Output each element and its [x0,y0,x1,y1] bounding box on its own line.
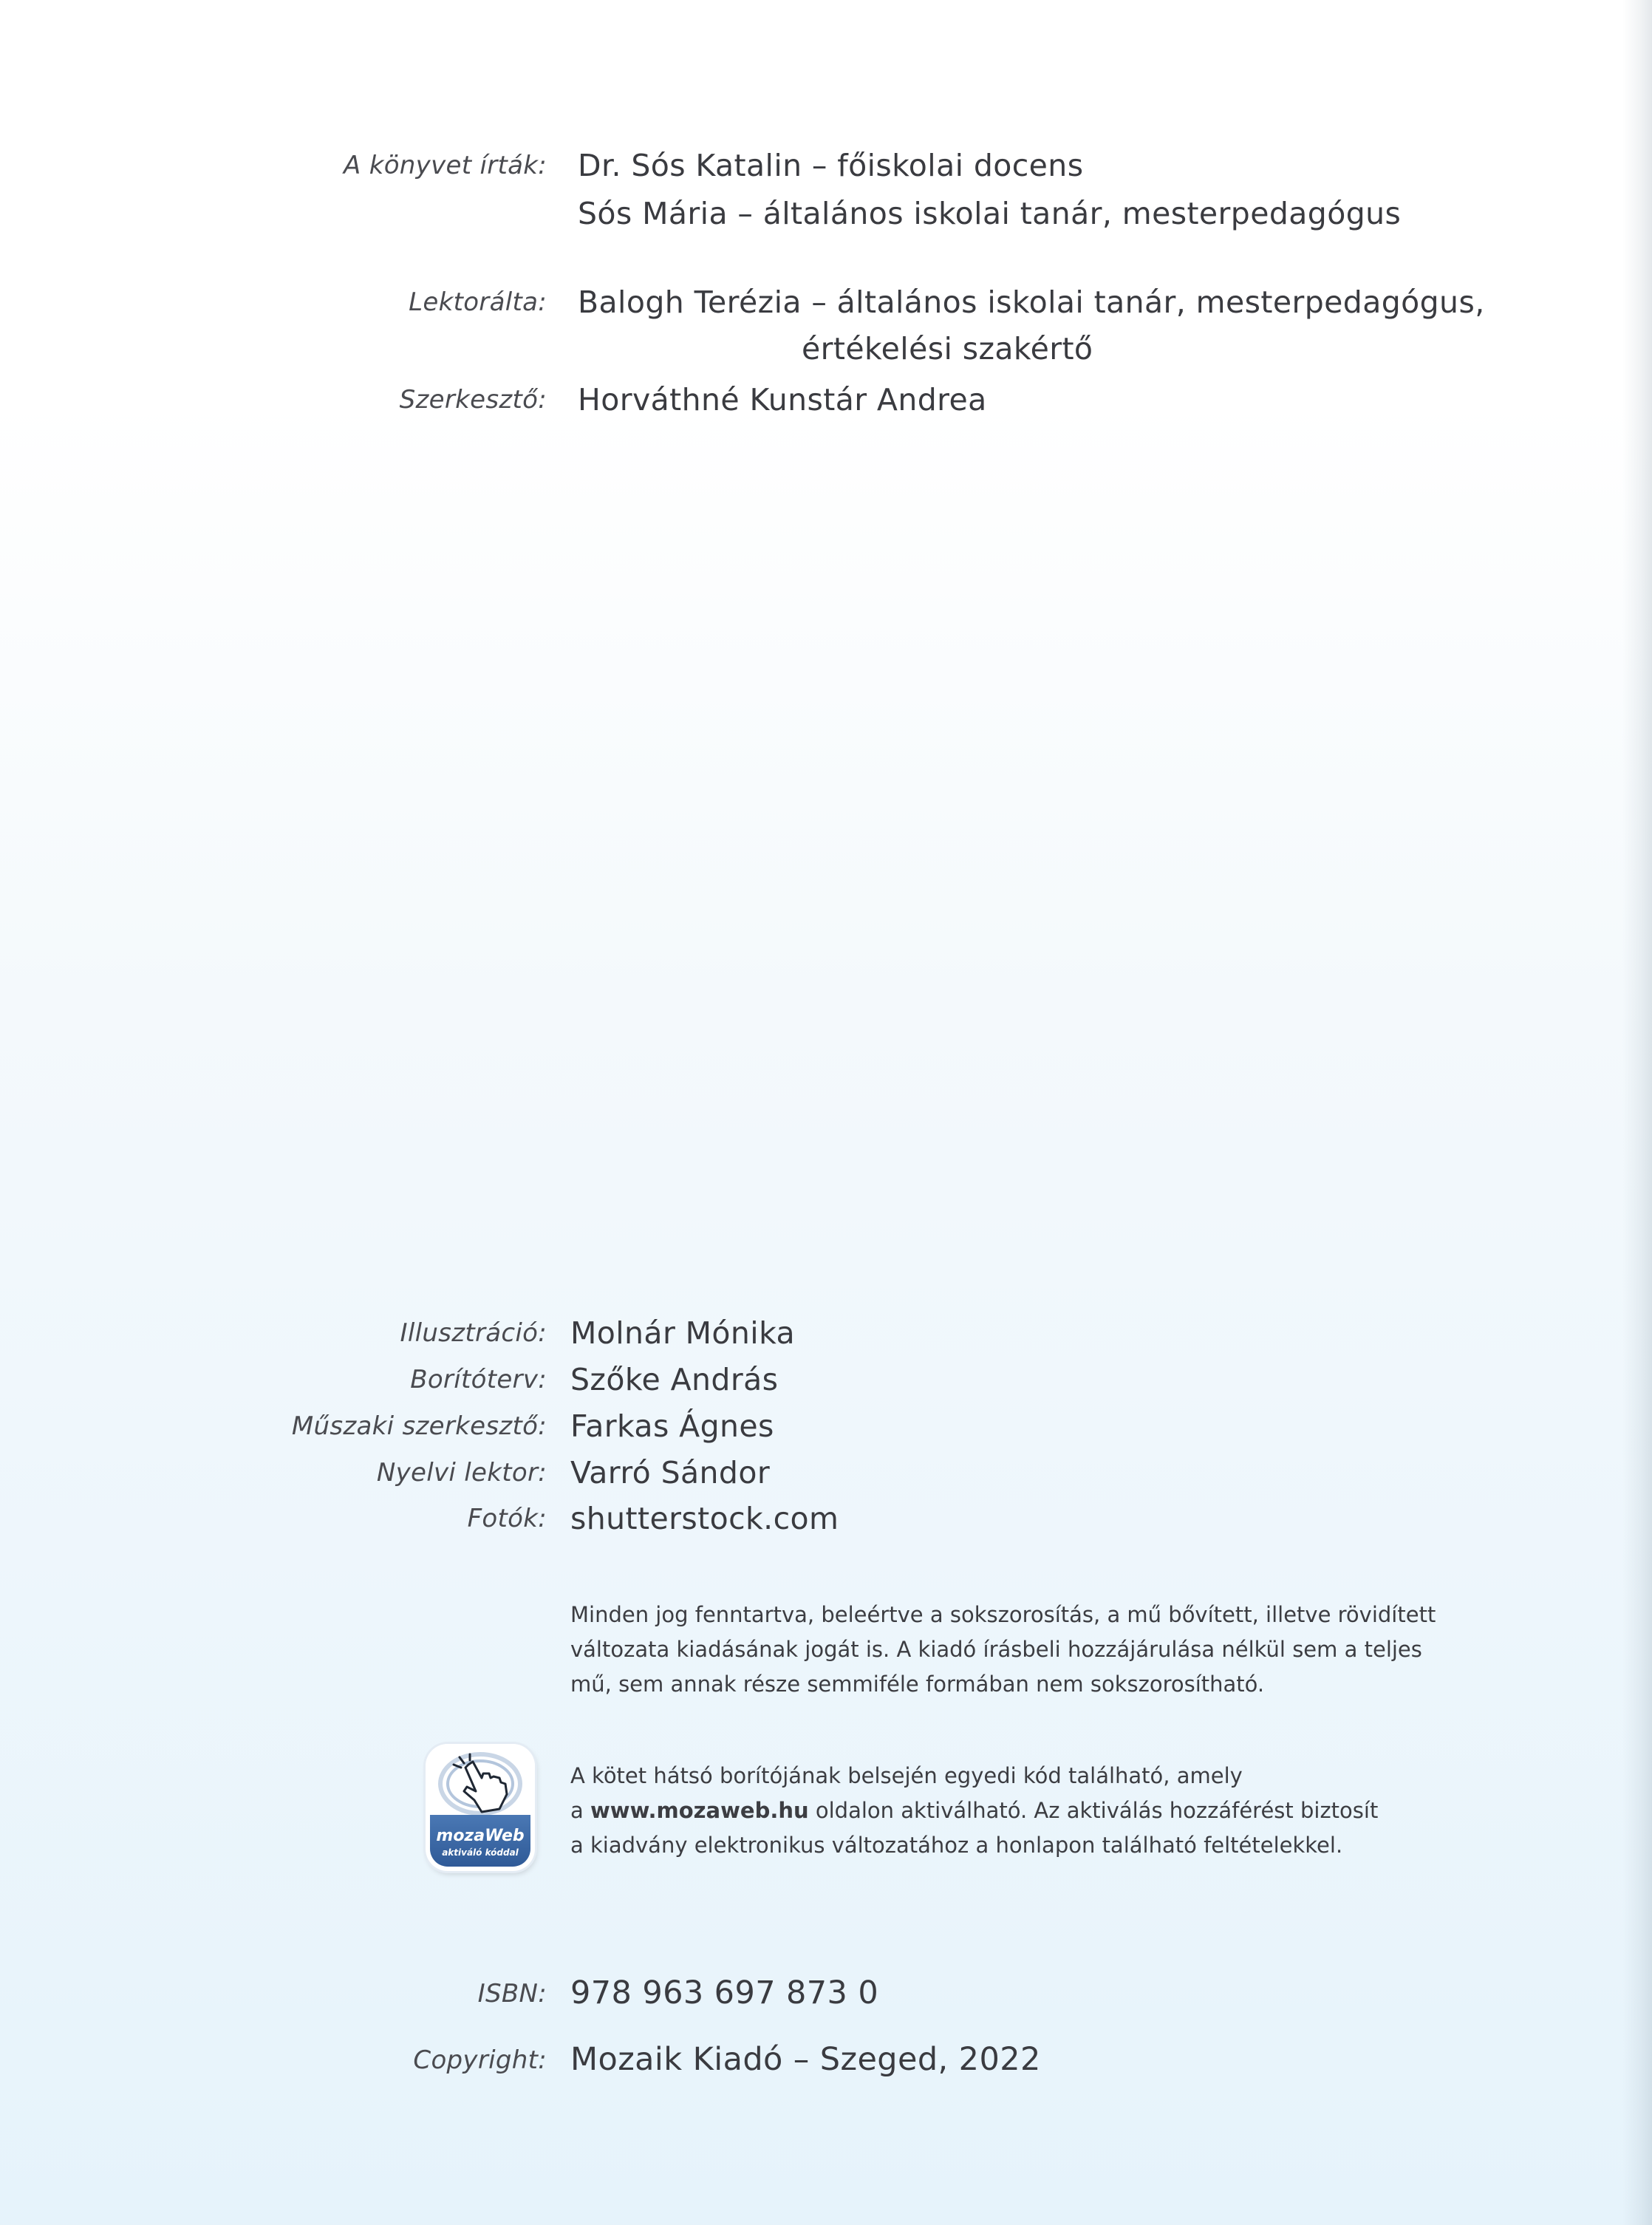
credit-value: Sós Mária – általános iskolai tanár, mesterpedagógus [578,196,1402,231]
credit-value: Dr. Sós Katalin – főiskolai docens [578,148,1084,183]
mozaweb-badge [426,1744,535,1871]
credit-label: Nyelvi lektor: [376,1458,547,1488]
isbn-label: ISBN: [477,1979,547,2008]
credit-label: Illusztráció: [400,1318,547,1348]
badge-subtitle: aktiváló kóddal [442,1847,519,1858]
credit-value: Varró Sándor [570,1455,771,1490]
credit-value: Szőke András [570,1362,779,1397]
mozaweb-notice [570,1759,1464,1863]
copyright-value: Mozaik Kiadó – Szeged, 2022 [570,2041,1041,2078]
credit-label: Szerkesztő: [399,385,547,415]
badge-title: mozaWeb [436,1827,525,1845]
page-spine-shadow [1622,0,1652,2225]
credit-value: értékelési szakértő [802,331,1093,367]
mozaweb-link[interactable]: www.mozaweb.hu [590,1798,809,1823]
mozaweb-notice-line: A kötet hátsó borítójának belsején egyedi kód található, amely [570,1763,1243,1788]
credit-value: Farkas Ágnes [570,1408,774,1444]
credit-value: shutterstock.com [570,1501,839,1536]
notice-prefix: a [570,1798,590,1823]
hand-pointer-icon [436,1748,525,1819]
rights-notice-line: Minden jog fenntartva, beleértve a sokszorosítás, a mű bővített, illetve rövidített [570,1602,1436,1627]
notice-suffix: oldalon aktiválható. Az aktiválás hozzáférést biztosít [808,1798,1379,1823]
credit-label: Lektorálta: [409,287,547,317]
isbn-value: 978 963 697 873 0 [570,1974,879,2011]
credit-value: Balogh Terézia – általános iskolai tanár, mesterpedagógus, [578,284,1485,320]
credit-label: Borítóterv: [410,1365,547,1394]
credit-label: Műszaki szerkesztő: [291,1411,547,1441]
badge-icon-area [426,1744,535,1821]
copyright-label: Copyright: [413,2045,547,2075]
credit-label: A könyvet írták: [344,151,547,180]
mozaweb-notice-line: a kiadvány elektronikus változatához a honlapon található feltételekkel. [570,1833,1343,1858]
rights-notice-line: mű, sem annak része semmiféle formában nem sokszorosítható. [570,1672,1265,1697]
badge-label-area [430,1815,530,1867]
mozaweb-notice-line [570,1793,1464,1828]
credit-value: Molnár Mónika [570,1315,796,1351]
credit-label: Fotók: [467,1504,547,1533]
rights-notice-line: változata kiadásának jogát is. A kiadó írásbeli hozzájárulása nélkül sem a teljes [570,1637,1422,1662]
credit-value: Horváthné Kunstár Andrea [578,382,987,418]
rights-notice [570,1598,1464,1702]
